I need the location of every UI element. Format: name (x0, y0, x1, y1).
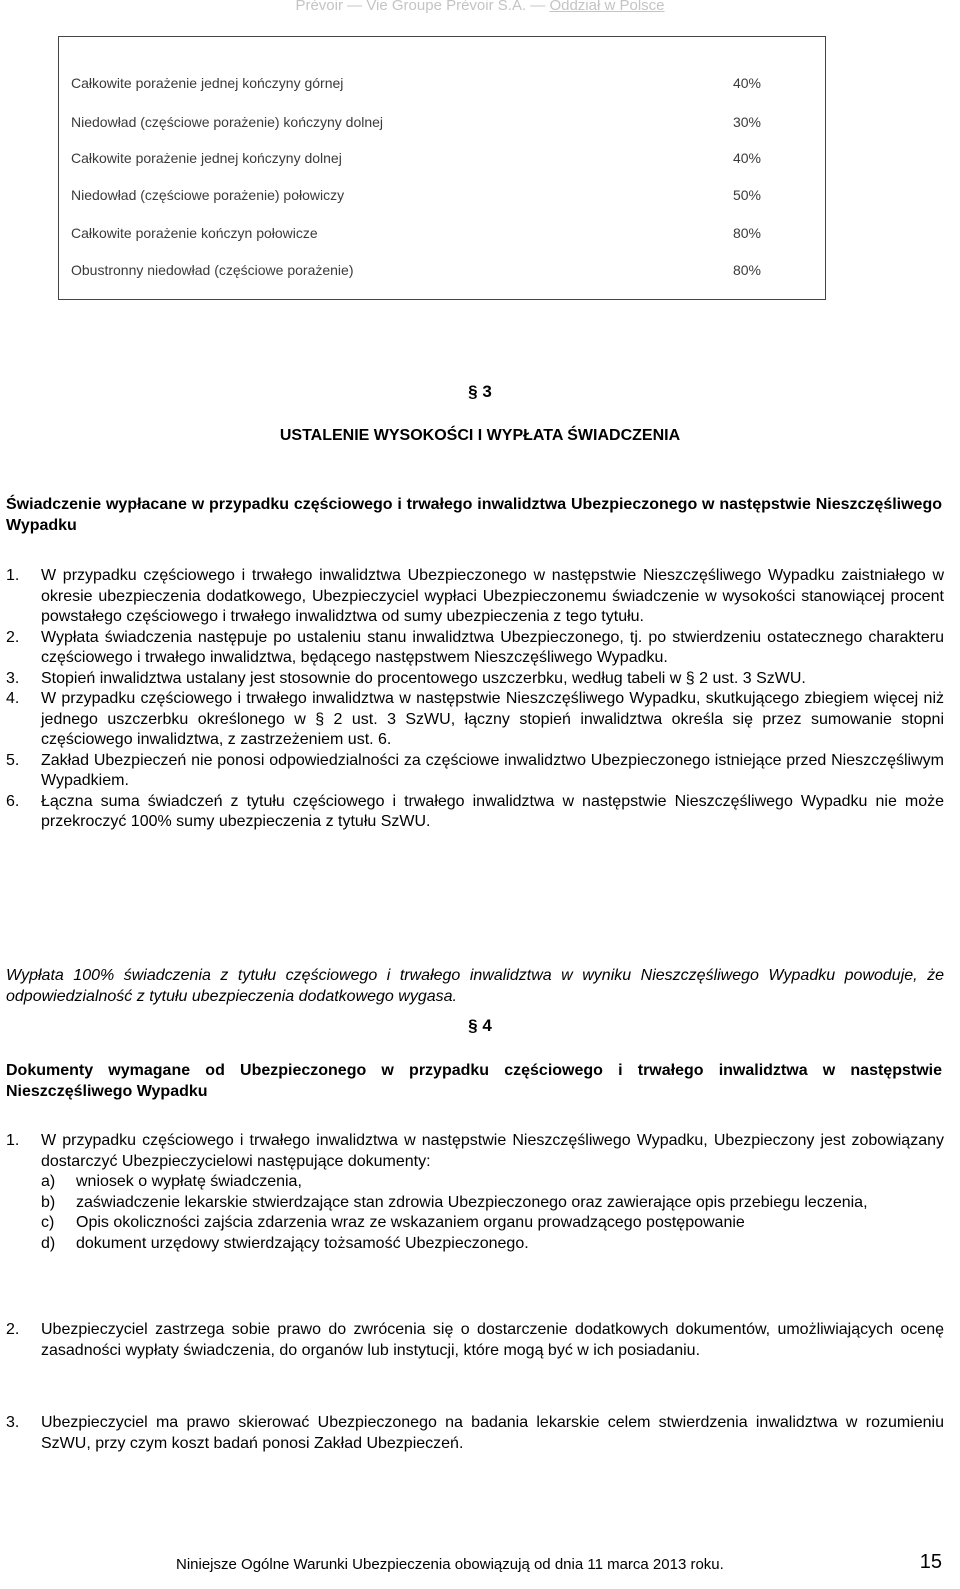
item-text: Stopień inwalidztwa ustalany jest stosownie do procentowego uszczerbku, według tabeli w § 2 ust. 3 SzWU. (41, 669, 806, 687)
section-4-item-1 (6, 1131, 944, 1254)
section-3-list (6, 566, 944, 833)
list-item (6, 792, 944, 833)
row-label: Obustronny niedowład (częściowe porażenie) (71, 262, 354, 278)
item-text: Wypłata świadczenia następuje po ustaleniu stanu inwalidztwa Ubezpieczonego, tj. po stwierdzeniu ostatecznego charakteru częściowego i trwałego inwalidztwa, będącego następstwem Nieszczęśliwego Wypadku. (41, 628, 944, 666)
section-4-symbol: § 4 (468, 1016, 492, 1035)
item-text: W przypadku częściowego i trwałego inwalidztwa w następstwie Nieszczęśliwego Wypadku, skutkującego zbiegiem więcej niż jednego uszczerbku określonego w § 2 ust. 3 SzWU, łączny stopień inwalidztwa określa się przez sumowanie stopni częściowego inwalidztwa, z zastrzeżeniem ust. 6. (41, 690, 944, 748)
list-item (6, 566, 944, 628)
row-percent: 30% (732, 114, 761, 130)
sublist-item (41, 1213, 944, 1234)
item-number: 4. (6, 690, 20, 707)
item-number: 2. (6, 1321, 20, 1338)
sub-text: zaświadczenie lekarskie stwierdzające stan zdrowia Ubezpieczonego oraz zawierające opis przebiegu leczenia, (76, 1193, 868, 1211)
section-4-item-2 (6, 1320, 944, 1361)
item-text: Ubezpieczyciel zastrzega sobie prawo do zwrócenia się o dostarczenie dodatkowych dokumentów, umożliwiających ocenę zasadności wypłaty świadczenia, do organów lub instytucji, które mogą być w ich posiadaniu. (41, 1321, 944, 1359)
page-number: 15 (919, 1551, 942, 1573)
row-percent: 80% (732, 225, 761, 241)
list-item (6, 1320, 944, 1361)
section-3-italic-note: Wypłata 100% świadczenia z tytułu częściowego i trwałego inwalidztwa w wyniku Nieszczęśliwego Wypadku powoduje, że odpowiedzialność z tytułu ubezpieczenia dodatkowego wygasa. (6, 967, 944, 1005)
sub-letter: b) (41, 1193, 56, 1211)
sub-letter: c) (41, 1214, 55, 1231)
item-number: 1. (6, 1132, 20, 1149)
item-text: W przypadku częściowego i trwałego inwalidztwa Ubezpieczonego w następstwie Nieszczęśliwego Wypadku zaistniałego w okresie ubezpieczenia dodatkowego, Ubezpieczyciel wypłaci Ubezpieczonemu świadczenie w wysokości stanowiącej procent powstałego częściowego i trwałego inwalidztwa od sumy ubezpieczenia z tego tytułu. (41, 567, 944, 625)
item-number: 1. (6, 567, 20, 584)
list-item (6, 751, 944, 792)
sub-text: wniosek o wypłatę świadczenia, (76, 1173, 302, 1190)
section-3-subheading: Świadczenie wypłacane w przypadku częściowego i trwałego inwalidztwa Ubezpieczonego w następstwie Nieszczęśliwego Wypadku (6, 496, 942, 534)
sublist-item (41, 1172, 944, 1193)
item-text: Zakład Ubezpieczeń nie ponosi odpowiedzialności za częściowe inwalidztwo Ubezpieczonego istniejące przed Nieszczęśliwym Wypadkiem. (41, 751, 944, 789)
item-number: 6. (6, 792, 20, 810)
row-label: Całkowite porażenie jednej kończyny dolnej (71, 150, 342, 166)
item-text: W przypadku częściowego i trwałego inwalidztwa w następstwie Nieszczęśliwego Wypadku, Ubezpieczony jest zobowiązany dostarczyć Ubezpieczycielowi następujące dokumenty: (41, 1132, 944, 1170)
list-item (6, 669, 944, 690)
item-text: Ubezpieczyciel ma prawo skierować Ubezpieczonego na badania lekarskie celem stwierdzenia inwalidztwa w rozumieniu SzWU, przy czym koszt badań ponosi Zakład Ubezpieczeń. (41, 1414, 944, 1452)
sub-text: dokument urzędowy stwierdzający tożsamość Ubezpieczonego. (76, 1234, 529, 1252)
list-item (6, 1131, 944, 1172)
sublist-item (41, 1234, 944, 1255)
item-number: 5. (6, 751, 20, 769)
page-header (0, 0, 960, 15)
section-4-subheading: Dokumenty wymagane od Ubezpieczonego w przypadku częściowego i trwałego inwalidztwa w następstwie Nieszczęśliwego Wypadku (6, 1062, 942, 1100)
item-number: 3. (6, 1414, 20, 1431)
table-row (71, 225, 813, 245)
sub-letter: a) (41, 1173, 56, 1190)
item-number: 2. (6, 628, 20, 646)
row-label: Całkowite porażenie jednej kończyny górnej (71, 75, 344, 91)
item-number: 3. (6, 669, 20, 687)
list-item (6, 689, 944, 751)
list-item (6, 628, 944, 669)
section-3-symbol: § 3 (468, 382, 492, 401)
footer-note: Niniejsze Ogólne Warunki Ubezpieczenia obowiązują od dnia 11 marca 2013 roku. (176, 1556, 724, 1573)
sub-text: Opis okoliczności zajścia zdarzenia wraz ze wskazaniem organu prowadzącego postępowanie (76, 1214, 745, 1231)
row-percent: 80% (732, 262, 761, 278)
document-sublist (6, 1172, 944, 1254)
section-4-item-3 (6, 1413, 944, 1454)
row-percent: 50% (732, 187, 761, 203)
row-percent: 40% (732, 75, 761, 91)
disability-table (58, 36, 826, 300)
table-row (71, 187, 813, 207)
table-row (71, 150, 813, 170)
row-label: Niedowład (częściowe porażenie) kończyny dolnej (71, 114, 384, 130)
table-row (71, 75, 813, 95)
item-text: Łączna suma świadczeń z tytułu częściowego i trwałego inwalidztwa w następstwie Nieszczęśliwego Wypadku nie może przekroczyć 100% sumy ubezpieczenia z tytułu SzWU. (41, 792, 944, 830)
header-company: Prévoir — Vie Groupe Prévoir S.A. — (295, 0, 550, 14)
table-row (71, 262, 813, 282)
row-label: Całkowite porażenie kończyn połowicze (71, 225, 318, 241)
row-percent: 40% (732, 150, 761, 166)
sub-letter: d) (41, 1234, 56, 1252)
list-item (6, 1413, 944, 1454)
sublist-item (41, 1193, 944, 1214)
header-branch: Oddział w Polsce (549, 0, 665, 14)
table-row (71, 114, 813, 134)
section-3-title: USTALENIE WYSOKOŚCI I WYPŁATA ŚWIADCZENIA (279, 427, 681, 444)
row-label: Niedowład (częściowe porażenie) połowiczy (71, 187, 345, 203)
